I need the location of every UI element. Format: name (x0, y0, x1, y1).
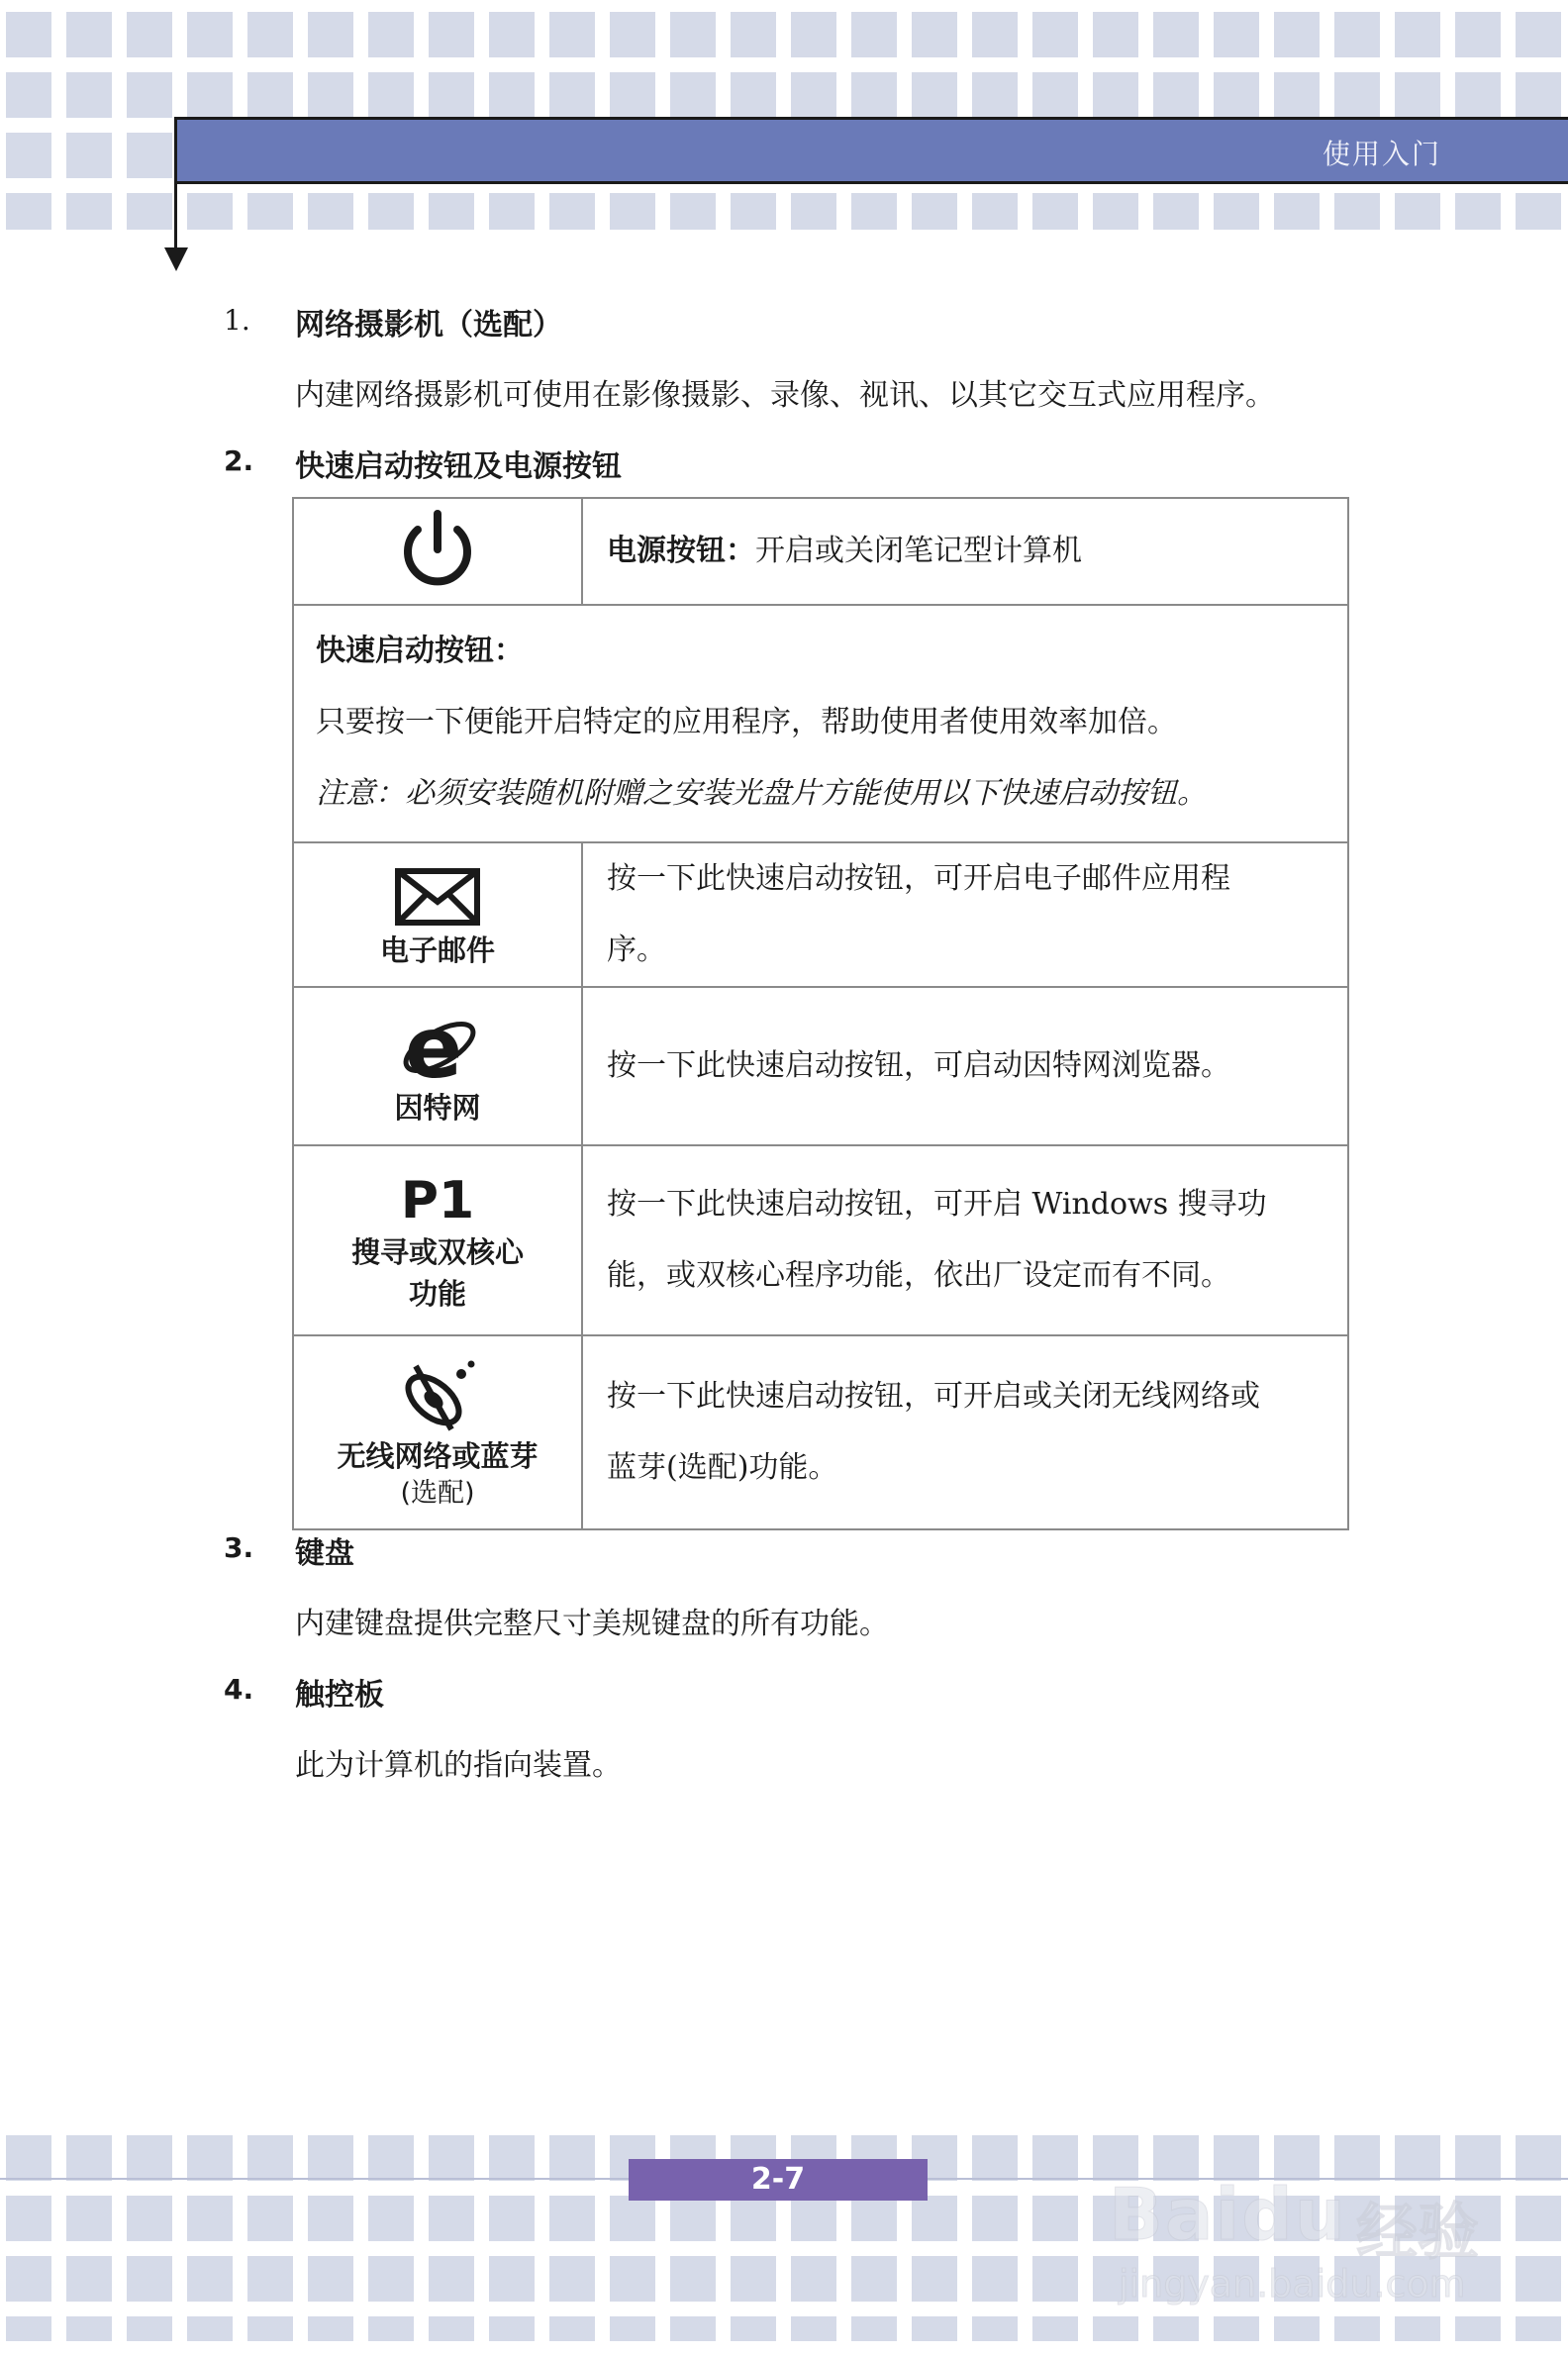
grid-square (187, 2256, 233, 2302)
grid-square (66, 2256, 112, 2302)
grid-square (1093, 2316, 1138, 2341)
grid-square (851, 2316, 897, 2341)
grid-square (429, 2196, 474, 2241)
email-label: 电子邮件 (379, 933, 495, 967)
grid-square (247, 2316, 293, 2341)
grid-square (1032, 193, 1078, 230)
grid-square (549, 2196, 595, 2241)
grid-square (972, 2256, 1018, 2302)
grid-square (791, 2316, 836, 2341)
header-bar (176, 117, 1568, 184)
p1-label: 搜寻或双核心 (350, 1235, 524, 1269)
grid-square (670, 193, 716, 230)
grid-square (610, 2256, 655, 2302)
grid-square (1516, 2316, 1561, 2341)
header-pointer-line (174, 117, 177, 250)
p1-desc-line2: 能，或双核心程序功能，依出厂设定而有不同。 (607, 1258, 1230, 1293)
grid-square (670, 2316, 716, 2341)
grid-square (1395, 72, 1440, 118)
svg-text:e: e (404, 1010, 463, 1085)
grid-square (247, 193, 293, 230)
grid-square (127, 12, 172, 57)
quick-launch-intro-row (293, 605, 1348, 842)
grid-square (1334, 72, 1380, 118)
grid-square (610, 72, 655, 118)
grid-square (549, 2256, 595, 2302)
grid-square (1395, 2316, 1440, 2341)
grid-square (368, 2135, 414, 2181)
grid-square (912, 2316, 957, 2341)
grid-square (368, 2196, 414, 2241)
grid-square (972, 72, 1018, 118)
grid-square (1032, 2196, 1078, 2241)
grid-square (66, 133, 112, 178)
grid-square (1032, 72, 1078, 118)
p1-desc (582, 1145, 1348, 1335)
email-desc (582, 842, 1348, 987)
grid-square (1153, 12, 1199, 57)
section-2-title: 快速启动按钮及电源按钮 (295, 449, 622, 484)
wireless-desc-line2: 蓝芽(选配)功能。 (607, 1450, 838, 1485)
grid-square (1153, 193, 1199, 230)
grid-square (1516, 193, 1561, 230)
grid-square (549, 72, 595, 118)
grid-square (791, 12, 836, 57)
grid-square (1455, 72, 1501, 118)
p1-desc-line1: 按一下此快速启动按钮，可开启 Windows 搜寻功 (607, 1187, 1267, 1222)
grid-square (127, 2135, 172, 2181)
section-1-body: 内建网络摄影机可使用在影像摄影、录像、视讯、以其它交互式应用程序。 (295, 378, 1275, 413)
grid-square (187, 12, 233, 57)
grid-square (1214, 193, 1259, 230)
grid-square (1516, 72, 1561, 118)
grid-square (851, 193, 897, 230)
grid-square (247, 2135, 293, 2181)
grid-square (247, 2196, 293, 2241)
grid-square (308, 2196, 353, 2241)
internet-desc-line1: 按一下此快速启动按钮，可启动因特网浏览器。 (607, 1048, 1230, 1083)
grid-square (66, 72, 112, 118)
grid-square (489, 193, 535, 230)
section-3-body: 内建键盘提供完整尺寸美规键盘的所有功能。 (295, 1607, 889, 1641)
grid-square (66, 2135, 112, 2181)
power-desc (582, 498, 1348, 605)
grid-square (489, 2256, 535, 2302)
grid-square (791, 72, 836, 118)
grid-square (6, 12, 51, 57)
section-1-number: 1. (224, 304, 250, 337)
grid-square (247, 72, 293, 118)
grid-square (66, 2316, 112, 2341)
grid-square (368, 12, 414, 57)
power-icon (396, 508, 479, 591)
grid-square (6, 193, 51, 230)
power-icon-cell (293, 498, 582, 605)
grid-square (731, 12, 776, 57)
quick-launch-note: 注意：必须安装随机附赠之安装光盘片方能使用以下快速启动按钮。 (316, 776, 1207, 811)
p1-icon-cell (293, 1145, 582, 1335)
grid-square (731, 2316, 776, 2341)
grid-square (368, 193, 414, 230)
grid-square (187, 193, 233, 230)
wireless-icon (398, 1360, 477, 1433)
page-number: 2-7 (629, 2159, 928, 2201)
grid-square (1032, 2135, 1078, 2181)
grid-square (851, 2196, 897, 2241)
internet-explorer-icon (396, 1010, 479, 1085)
p1-label-2: 功能 (408, 1277, 466, 1311)
header-pointer-arrow-icon (164, 247, 188, 271)
grid-square (187, 2135, 233, 2181)
p1-key-icon: P1 (400, 1171, 475, 1230)
grid-square (1032, 2256, 1078, 2302)
power-label: 电源按钮： (607, 534, 755, 568)
grid-square (670, 2256, 716, 2302)
grid-square (1455, 2316, 1501, 2341)
grid-square (549, 2316, 595, 2341)
grid-square (368, 2316, 414, 2341)
grid-square (1274, 2316, 1320, 2341)
grid-square (6, 133, 51, 178)
grid-square (1334, 193, 1380, 230)
internet-desc (582, 987, 1348, 1145)
watermark-logo: Baidu (1109, 2173, 1347, 2256)
grid-square (489, 2135, 535, 2181)
email-row (293, 842, 1348, 987)
wireless-row (293, 1335, 1348, 1529)
grid-square (791, 193, 836, 230)
grid-square (308, 2256, 353, 2302)
grid-square (66, 12, 112, 57)
grid-square (308, 193, 353, 230)
email-desc-line2: 序。 (607, 933, 666, 967)
internet-row (293, 987, 1348, 1145)
grid-square (1153, 72, 1199, 118)
quick-launch-line: 只要按一下便能开启特定的应用程序，帮助使用者使用效率加倍。 (316, 705, 1177, 739)
grid-square (1334, 2316, 1380, 2341)
grid-square (368, 2256, 414, 2302)
grid-square (429, 2256, 474, 2302)
grid-square (127, 72, 172, 118)
grid-square (489, 2316, 535, 2341)
grid-square (489, 72, 535, 118)
grid-square (429, 12, 474, 57)
grid-square (1093, 72, 1138, 118)
grid-square (1274, 12, 1320, 57)
grid-square (1214, 2316, 1259, 2341)
grid-square (429, 2135, 474, 2181)
grid-square (429, 193, 474, 230)
grid-square (247, 12, 293, 57)
grid-square (1153, 2316, 1199, 2341)
section-3-number: 3. (224, 1531, 254, 1564)
grid-square (851, 2256, 897, 2302)
grid-square (187, 2316, 233, 2341)
grid-square (308, 2316, 353, 2341)
grid-square (1334, 12, 1380, 57)
grid-square (1516, 12, 1561, 57)
grid-square (912, 2256, 957, 2302)
grid-square (1395, 193, 1440, 230)
grid-square (1093, 12, 1138, 57)
grid-square (731, 2256, 776, 2302)
watermark (1109, 2113, 1544, 2311)
grid-square (731, 2196, 776, 2241)
grid-square (670, 2196, 716, 2241)
grid-square (549, 12, 595, 57)
grid-square (489, 12, 535, 57)
grid-square (66, 2196, 112, 2241)
wireless-desc (582, 1335, 1348, 1529)
section-4-body: 此为计算机的指向装置。 (295, 1748, 622, 1783)
quick-launch-heading: 快速启动按钮： (316, 634, 524, 668)
section-4-title: 触控板 (295, 1678, 384, 1713)
grid-square (127, 2256, 172, 2302)
watermark-cn: 经验 (1356, 2196, 1480, 2268)
grid-square (429, 72, 474, 118)
grid-square (912, 12, 957, 57)
quick-launch-table (292, 497, 1349, 1530)
grid-square (972, 193, 1018, 230)
grid-square (6, 2256, 51, 2302)
grid-square (127, 193, 172, 230)
grid-square (972, 2196, 1018, 2241)
grid-square (549, 2135, 595, 2181)
p1-row (293, 1145, 1348, 1335)
grid-square (610, 2316, 655, 2341)
section-1-title: 网络摄影机（选配） (295, 308, 562, 343)
envelope-icon (395, 868, 480, 926)
grid-square (308, 12, 353, 57)
grid-square (791, 2196, 836, 2241)
grid-square (912, 2196, 957, 2241)
grid-square (610, 2196, 655, 2241)
grid-square (368, 72, 414, 118)
watermark-url: jingyan.baidu.com (1119, 2262, 1466, 2306)
internet-icon-cell (293, 987, 582, 1145)
quick-launch-intro (293, 605, 1348, 842)
grid-square (66, 193, 112, 230)
grid-square (1093, 193, 1138, 230)
grid-square (6, 72, 51, 118)
grid-square (610, 12, 655, 57)
wireless-icon-cell (293, 1335, 582, 1529)
section-2-number: 2. (224, 444, 254, 477)
grid-square (972, 2135, 1018, 2181)
grid-square (1395, 12, 1440, 57)
grid-square (851, 12, 897, 57)
grid-square (851, 72, 897, 118)
grid-square (670, 12, 716, 57)
grid-square (1214, 12, 1259, 57)
grid-square (1455, 12, 1501, 57)
grid-square (731, 193, 776, 230)
grid-square (6, 2316, 51, 2341)
grid-square (308, 72, 353, 118)
grid-square (187, 2196, 233, 2241)
section-3-title: 键盘 (295, 1536, 354, 1571)
grid-square (1274, 193, 1320, 230)
wireless-label-2: (选配) (400, 1478, 475, 1509)
grid-square (127, 2316, 172, 2341)
email-desc-line1: 按一下此快速启动按钮，可开启电子邮件应用程 (607, 861, 1230, 896)
internet-label: 因特网 (394, 1091, 481, 1125)
grid-square (127, 133, 172, 178)
wireless-label: 无线网络或蓝芽 (337, 1439, 539, 1473)
grid-square (6, 2196, 51, 2241)
grid-square (489, 2196, 535, 2241)
grid-square (912, 72, 957, 118)
grid-square (610, 193, 655, 230)
grid-square (1274, 72, 1320, 118)
grid-square (429, 2316, 474, 2341)
header-title: 使用入门 (1322, 138, 1441, 170)
section-4-number: 4. (224, 1673, 254, 1706)
power-text: 开启或关闭笔记型计算机 (755, 534, 1082, 568)
grid-square (247, 2256, 293, 2302)
grid-square (1214, 72, 1259, 118)
grid-square (791, 2256, 836, 2302)
grid-square (972, 2316, 1018, 2341)
email-icon-cell (293, 842, 582, 987)
grid-square (670, 72, 716, 118)
grid-square (187, 72, 233, 118)
wireless-desc-line1: 按一下此快速启动按钮，可开启或关闭无线网络或 (607, 1379, 1260, 1414)
grid-square (912, 193, 957, 230)
grid-square (308, 2135, 353, 2181)
grid-square (549, 193, 595, 230)
grid-square (1032, 12, 1078, 57)
power-row (293, 498, 1348, 605)
grid-square (972, 12, 1018, 57)
grid-square (127, 2196, 172, 2241)
grid-square (1032, 2316, 1078, 2341)
grid-square (731, 72, 776, 118)
grid-square (1455, 193, 1501, 230)
grid-square (6, 2135, 51, 2181)
